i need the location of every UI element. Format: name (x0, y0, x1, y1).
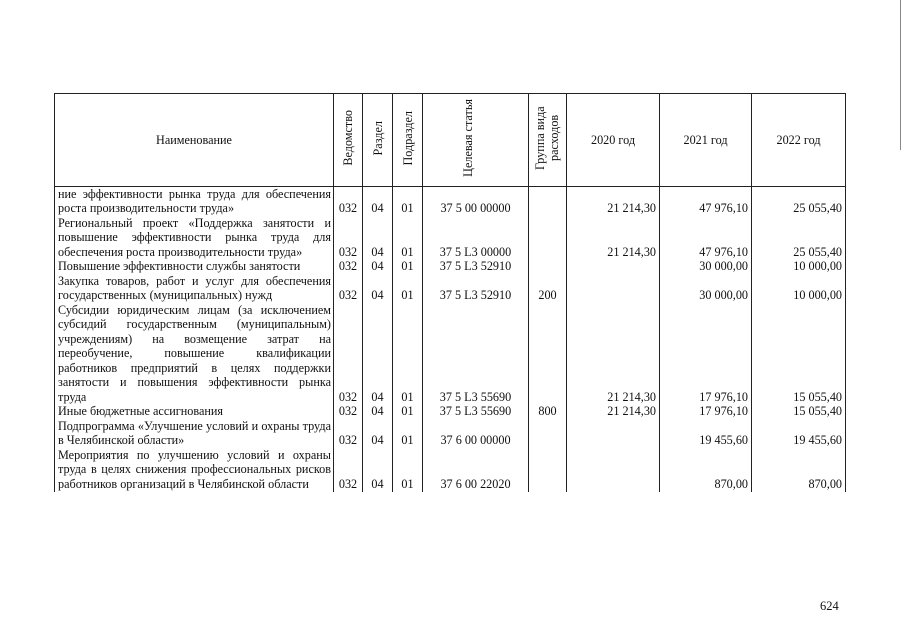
cell-2020 (567, 419, 660, 448)
cell-2022: 19 455,60 (752, 419, 846, 448)
table-row (55, 419, 846, 448)
cell-2020: 21 214,30 (567, 404, 660, 419)
cell-razdel: 04 (363, 274, 393, 303)
cell-2022: 15 055,40 (752, 303, 846, 405)
table-row (55, 259, 846, 274)
cell-vedomstvo: 032 (334, 216, 363, 260)
cell-celevaya-statya: 37 5 L3 00000 (423, 216, 529, 260)
cell-celevaya-statya: 37 5 L3 55690 (423, 404, 529, 419)
cell-name: Закупка товаров, работ и услуг для обеспечения государственных (муниципальных) нужд (55, 274, 334, 303)
cell-2021: 17 976,10 (660, 404, 752, 419)
cell-gruppa (529, 419, 567, 448)
budget-table (54, 93, 846, 492)
cell-razdel: 04 (363, 216, 393, 260)
cell-2022: 870,00 (752, 448, 846, 493)
cell-name: Подпрограмма «Улучшение условий и охраны труда в Челябинской области» (55, 419, 334, 448)
table-row (55, 448, 846, 493)
cell-celevaya-statya: 37 5 L3 55690 (423, 303, 529, 405)
cell-2021: 47 976,10 (660, 216, 752, 260)
cell-podrazdel: 01 (393, 404, 423, 419)
header-celevaya-statya: Целевая статья (423, 94, 529, 187)
header-gruppa-vida-rashodov: Группа вида расходов (529, 94, 567, 187)
cell-vedomstvo: 032 (334, 186, 363, 216)
header-podrazdel: Подраздел (393, 94, 423, 187)
cell-podrazdel: 01 (393, 216, 423, 260)
cell-celevaya-statya: 37 5 00 00000 (423, 186, 529, 216)
cell-podrazdel: 01 (393, 303, 423, 405)
cell-2022: 10 000,00 (752, 259, 846, 274)
header-name: Наименование (55, 94, 334, 187)
table-header-row (55, 94, 846, 187)
cell-razdel: 04 (363, 404, 393, 419)
table-row (55, 274, 846, 303)
header-2020: 2020 год (567, 94, 660, 187)
cell-2020: 21 214,30 (567, 216, 660, 260)
cell-gruppa (529, 303, 567, 405)
cell-gruppa (529, 216, 567, 260)
cell-2021: 47 976,10 (660, 186, 752, 216)
cell-2022: 25 055,40 (752, 186, 846, 216)
cell-name: ние эффективности рынка труда для обеспечения роста производительности труда» (55, 186, 334, 216)
cell-gruppa (529, 259, 567, 274)
cell-2022: 15 055,40 (752, 404, 846, 419)
table-row (55, 303, 846, 405)
cell-celevaya-statya: 37 5 L3 52910 (423, 274, 529, 303)
header-razdel: Раздел (363, 94, 393, 187)
cell-2021: 870,00 (660, 448, 752, 493)
cell-2021: 30 000,00 (660, 259, 752, 274)
cell-name: Иные бюджетные ассигнования (55, 404, 334, 419)
table-row (55, 216, 846, 260)
cell-2020 (567, 274, 660, 303)
cell-razdel: 04 (363, 419, 393, 448)
cell-podrazdel: 01 (393, 274, 423, 303)
cell-vedomstvo: 032 (334, 404, 363, 419)
cell-2021: 30 000,00 (660, 274, 752, 303)
cell-2021: 17 976,10 (660, 303, 752, 405)
cell-gruppa: 200 (529, 274, 567, 303)
cell-name: Мероприятия по улучшению условий и охраны труда в целях снижения профессиональных рисков работников организаций в Челябинской области (55, 448, 334, 493)
cell-celevaya-statya: 37 5 L3 52910 (423, 259, 529, 274)
cell-2021: 19 455,60 (660, 419, 752, 448)
cell-podrazdel: 01 (393, 419, 423, 448)
cell-2022: 25 055,40 (752, 216, 846, 260)
cell-name: Региональный проект «Поддержка занятости и повышение эффективности рынка труда для обеспечения роста производительности труда» (55, 216, 334, 260)
cell-razdel: 04 (363, 448, 393, 493)
cell-razdel: 04 (363, 186, 393, 216)
cell-podrazdel: 01 (393, 448, 423, 493)
cell-gruppa: 800 (529, 404, 567, 419)
cell-2020: 21 214,30 (567, 186, 660, 216)
cell-gruppa (529, 448, 567, 493)
cell-2022: 10 000,00 (752, 274, 846, 303)
cell-gruppa (529, 186, 567, 216)
cell-vedomstvo: 032 (334, 274, 363, 303)
cell-name: Повышение эффективности службы занятости (55, 259, 334, 274)
cell-vedomstvo: 032 (334, 259, 363, 274)
cell-celevaya-statya: 37 6 00 22020 (423, 448, 529, 493)
cell-podrazdel: 01 (393, 186, 423, 216)
header-2022: 2022 год (752, 94, 846, 187)
cell-celevaya-statya: 37 6 00 00000 (423, 419, 529, 448)
cell-2020 (567, 448, 660, 493)
scan-edge-line (900, 0, 901, 150)
cell-razdel: 04 (363, 303, 393, 405)
cell-2020: 21 214,30 (567, 303, 660, 405)
cell-razdel: 04 (363, 259, 393, 274)
cell-podrazdel: 01 (393, 259, 423, 274)
header-vedomstvo: Ведомство (334, 94, 363, 187)
cell-name: Субсидии юридическим лицам (за исключением субсидий государственным (муниципальным) учреждениям) на возмещение затрат на переобучение, повышение квалификации работников предприятий в целях поддержки занятости и повышения эффективности рынка труда (55, 303, 334, 405)
table-row (55, 186, 846, 216)
cell-vedomstvo: 032 (334, 448, 363, 493)
table-row (55, 404, 846, 419)
cell-2020 (567, 259, 660, 274)
header-2021: 2021 год (660, 94, 752, 187)
page-number: 624 (820, 599, 839, 613)
cell-vedomstvo: 032 (334, 303, 363, 405)
cell-vedomstvo: 032 (334, 419, 363, 448)
